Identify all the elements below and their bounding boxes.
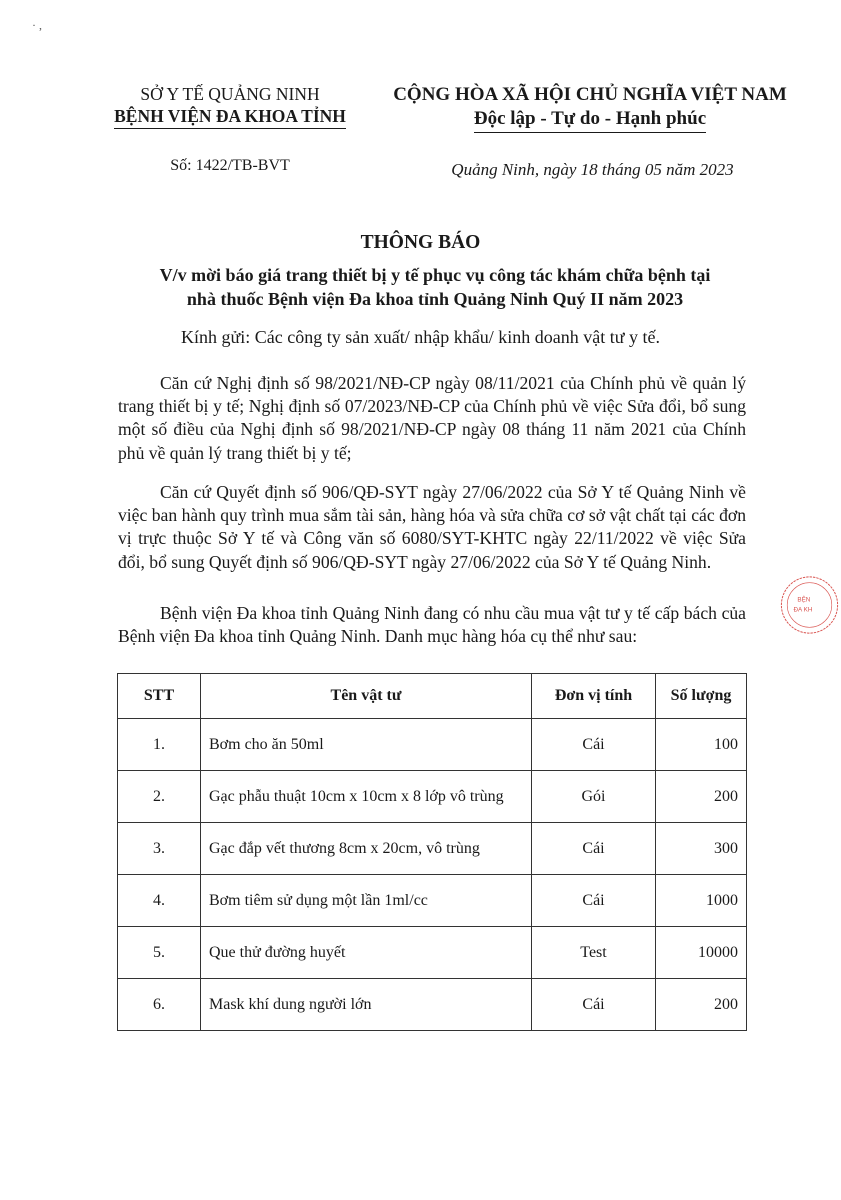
cell-name: Mask khí dung người lớn [201,979,532,1031]
cell-qty: 200 [656,979,747,1031]
cell-stt: 4. [118,875,201,927]
cell-name: Bơm tiêm sử dụng một lần 1ml/cc [201,875,532,927]
national-header [385,83,795,133]
issuer-block [60,83,400,129]
subject-line-1: V/v mời báo giá trang thiết bị y tế phục vụ công tác khám chữa bệnh tại [159,265,711,285]
cell-qty: 100 [656,719,747,771]
cell-unit: Cái [532,719,656,771]
table-row [118,875,747,927]
table-row [118,771,747,823]
recipient-line: Kính gửi: Các công ty sản xuất/ nhập khẩu/ kinh doanh vật tư y tế. [181,327,660,347]
table-row [118,823,747,875]
paragraph-request: Bệnh viện Đa khoa tỉnh Quảng Ninh đang có nhu cầu mua vật tư y tế cấp bách của Bệnh viện Đa khoa tỉnh Quảng Ninh. Danh mục hàng hóa cụ thể như sau: [118,603,746,647]
issuer-department: SỞ Y TẾ QUẢNG NINH [140,84,320,104]
cell-qty: 200 [656,771,747,823]
scan-marks: · , [32,18,42,32]
stamp-text-1: BỆN [797,596,811,604]
red-seal-stamp [778,540,841,670]
stamp-text-2: ĐA KH [793,606,813,614]
header-qty: Số lượng [656,674,747,719]
cell-stt: 6. [118,979,201,1031]
cell-stt: 1. [118,719,201,771]
table-header-row [118,674,747,719]
cell-unit: Cái [532,823,656,875]
cell-unit: Cái [532,979,656,1031]
subject-line-2: nhà thuốc Bệnh viện Đa khoa tỉnh Quảng Ninh Quý II năm 2023 [186,289,684,309]
table-row [118,719,747,771]
items-table [117,673,747,1031]
cell-stt: 5. [118,927,201,979]
cell-name: Gạc phẫu thuật 10cm x 10cm x 8 lớp vô trùng [201,771,532,823]
cell-qty: 1000 [656,875,747,927]
notice-title: THÔNG BÁO [360,232,481,253]
cell-unit: Gói [532,771,656,823]
header-name: Tên vật tư [201,674,532,719]
paragraph-legal-basis-1: Căn cứ Nghị định số 98/2021/NĐ-CP ngày 08/11/2021 của Chính phủ về quản lý trang thiết bị y tế; Nghị định số 07/2023/NĐ-CP của Chính phủ về việc Sửa đổi, bổ sung một số điều của Nghị định số 98/2021/NĐ-CP ngày 08 tháng 11 năm 2021 của Chính phủ về quản lý trang thiết bị y tế; [118,373,746,463]
national-title: CỘNG HÒA XÃ HỘI CHỦ NGHĨA VIỆT NAM [393,84,787,105]
cell-unit: Test [532,927,656,979]
table-row [118,979,747,1031]
cell-name: Que thử đường huyết [201,927,532,979]
cell-name: Bơm cho ăn 50ml [201,719,532,771]
header-stt: STT [118,674,201,719]
header-unit: Đơn vị tính [532,674,656,719]
cell-stt: 2. [118,771,201,823]
document-number: Số: 1422/TB-BVT [170,157,290,174]
cell-qty: 300 [656,823,747,875]
cell-unit: Cái [532,875,656,927]
cell-stt: 3. [118,823,201,875]
stamp-graphic [781,577,837,633]
cell-name: Gạc đắp vết thương 8cm x 20cm, vô trùng [201,823,532,875]
document-date: Quảng Ninh, ngày 18 tháng 05 năm 2023 [451,160,734,179]
issuer-hospital: BỆNH VIỆN ĐA KHOA TỈNH [114,105,346,129]
national-motto: Độc lập - Tự do - Hạnh phúc [474,107,706,133]
paragraph-legal-basis-2: Căn cứ Quyết định số 906/QĐ-SYT ngày 27/06/2022 của Sở Y tế Quảng Ninh về việc ban hành quy trình mua sắm tài sản, hàng hóa và sửa chữa cơ sở vật chất tại các đơn vị trực thuộc Sở Y tế và Công văn số 6080/SYT-KHTC ngày 22/11/2022 về việc Sửa đổi, bổ sung Quyết định số 906/QĐ-SYT ngày 27/06/2022 của Sở Y tế Quảng Ninh. [118,482,746,572]
cell-qty: 10000 [656,927,747,979]
table-row [118,927,747,979]
notice-subject [115,263,755,311]
